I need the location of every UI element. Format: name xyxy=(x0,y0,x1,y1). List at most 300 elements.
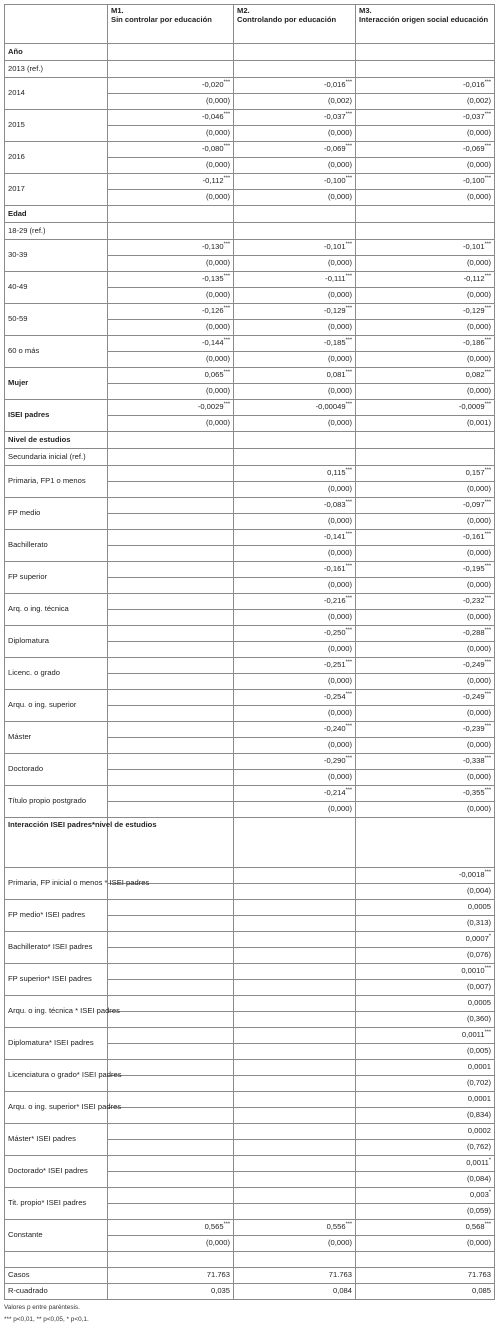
significance-stars: *** xyxy=(345,467,352,474)
pvalue-cell: (0,000) xyxy=(356,610,495,626)
row-label: Constante xyxy=(5,1220,108,1252)
row-label: Arqu. o ing. superior* ISEI padres xyxy=(5,1092,108,1124)
coefficient-value: -0,251 xyxy=(324,660,346,670)
pvalue-cell: (0,005) xyxy=(356,1044,495,1060)
coefficient-value: -0,254 xyxy=(324,692,346,702)
coefficient-cell xyxy=(108,466,234,482)
coefficient-cell xyxy=(234,272,356,288)
coefficient-cell xyxy=(234,174,356,190)
coefficient-value: -0,250 xyxy=(324,628,346,638)
coefficient-cell xyxy=(108,1028,234,1044)
coefficient-cell xyxy=(234,996,356,1012)
row-label: Edad xyxy=(5,206,108,223)
coefficient-cell xyxy=(108,1092,234,1108)
coefficient-cell xyxy=(108,530,234,546)
pvalue-cell: (0,000) xyxy=(356,288,495,304)
coefficient-row xyxy=(5,1188,495,1204)
significance-stars: *** xyxy=(223,241,230,248)
coefficient-cell xyxy=(356,754,495,770)
header-cell-blank xyxy=(5,5,108,44)
significance-stars: *** xyxy=(484,337,491,344)
coefficient-cell xyxy=(356,868,495,884)
coefficient-value: -0,249 xyxy=(463,660,485,670)
empty-cell xyxy=(108,206,234,223)
pvalue-cell xyxy=(108,642,234,658)
pvalue-cell: (0,000) xyxy=(356,770,495,786)
coefficient-value: 0,0010 xyxy=(461,966,485,976)
coefficient-value: -0,135 xyxy=(202,274,224,284)
coefficient-value: -0,129 xyxy=(463,306,485,316)
coefficient-row xyxy=(5,964,495,980)
coefficient-cell xyxy=(234,658,356,674)
row-label: Licenciatura o grado* ISEI padres xyxy=(5,1060,108,1092)
pvalue-cell xyxy=(108,482,234,498)
coefficient-cell xyxy=(234,1092,356,1108)
coefficient-cell xyxy=(234,336,356,352)
coefficient-cell xyxy=(234,754,356,770)
empty-cell xyxy=(356,432,495,449)
regression-table-document xyxy=(4,4,494,1326)
coefficient-row xyxy=(5,1124,495,1140)
coefficient-cell xyxy=(108,594,234,610)
coefficient-value: 0,0011 xyxy=(466,1158,489,1168)
significance-stars: *** xyxy=(484,1029,491,1036)
row-label: Casos xyxy=(5,1268,108,1284)
row-label: Bachillerato* ISEI padres xyxy=(5,932,108,964)
pvalue-cell: (0,000) xyxy=(356,578,495,594)
pvalue-cell: (0,076) xyxy=(356,948,495,964)
coefficient-row xyxy=(5,1028,495,1044)
significance-stars: *** xyxy=(345,563,352,570)
coefficient-cell xyxy=(234,562,356,578)
coefficient-value: -0,00049 xyxy=(315,402,346,412)
coefficient-value: -0,141 xyxy=(324,532,346,542)
summary-value: 0,085 xyxy=(356,1284,495,1300)
coefficient-cell xyxy=(356,626,495,642)
row-label: FP medio xyxy=(5,498,108,530)
coefficient-cell xyxy=(356,786,495,802)
pvalue-cell xyxy=(108,738,234,754)
pvalue-cell: (0,002) xyxy=(356,94,495,110)
coefficient-value: -0,338 xyxy=(463,756,485,766)
coefficient-row xyxy=(5,722,495,738)
coefficient-value: 0,0005 xyxy=(467,998,491,1008)
coefficient-value: -0,144 xyxy=(202,338,224,348)
pvalue-cell: (0,360) xyxy=(356,1012,495,1028)
row-label: FP superior xyxy=(5,562,108,594)
pvalue-cell: (0,000) xyxy=(108,288,234,304)
coefficient-cell xyxy=(108,240,234,256)
significance-stars: *** xyxy=(484,175,491,182)
significance-stars: *** xyxy=(484,531,491,538)
empty-cell xyxy=(356,44,495,61)
coefficient-cell xyxy=(356,1092,495,1108)
pvalue-cell xyxy=(234,1076,356,1092)
coefficient-value: 0,0001 xyxy=(467,1062,491,1072)
row-label: Nivel de estudios xyxy=(5,432,108,449)
coefficient-row xyxy=(5,690,495,706)
coefficient-cell xyxy=(108,1156,234,1172)
coefficient-value: 0,0002 xyxy=(467,1126,491,1136)
coefficient-value: -0,046 xyxy=(202,112,224,122)
coefficient-cell xyxy=(108,1124,234,1140)
coefficient-value: -0,195 xyxy=(463,564,485,574)
pvalue-cell xyxy=(234,980,356,996)
empty-cell xyxy=(234,44,356,61)
coefficient-cell xyxy=(108,304,234,320)
coefficient-cell xyxy=(234,240,356,256)
empty-cell xyxy=(356,449,495,466)
coefficient-cell xyxy=(108,1188,234,1204)
coefficient-value: -0,101 xyxy=(324,242,346,252)
coefficient-value: -0,0009 xyxy=(458,402,485,412)
pvalue-cell: (0,000) xyxy=(108,384,234,400)
coefficient-value: -0,112 xyxy=(463,274,485,284)
pvalue-cell: (0,000) xyxy=(234,1236,356,1252)
summary-value: 0,035 xyxy=(108,1284,234,1300)
coefficient-value: -0,130 xyxy=(202,242,224,252)
coefficient-cell xyxy=(234,530,356,546)
significance-stars: *** xyxy=(345,499,352,506)
empty-cell xyxy=(234,449,356,466)
pvalue-cell: (0,000) xyxy=(234,126,356,142)
coefficient-value: -0,016 xyxy=(463,80,485,90)
significance-stars: *** xyxy=(484,1221,491,1228)
coefficient-row xyxy=(5,174,495,190)
pvalue-cell xyxy=(108,1076,234,1092)
row-label: Interacción ISEI padres*nivel de estudios xyxy=(5,818,108,868)
summary-row xyxy=(5,1268,495,1284)
coefficient-row xyxy=(5,658,495,674)
coefficient-row xyxy=(5,1060,495,1076)
pvalue-cell: (0,000) xyxy=(234,158,356,174)
pvalue-cell xyxy=(234,884,356,900)
coefficient-cell xyxy=(356,722,495,738)
coefficient-cell xyxy=(356,530,495,546)
significance-stars: *** xyxy=(484,111,491,118)
pvalue-cell: (0,000) xyxy=(108,1236,234,1252)
coefficient-cell xyxy=(356,900,495,916)
empty-cell xyxy=(108,1252,234,1268)
coefficient-cell xyxy=(356,368,495,384)
coefficient-value: -0,101 xyxy=(463,242,485,252)
row-label: 18-29 (ref.) xyxy=(5,223,108,240)
significance-stars: *** xyxy=(345,143,352,150)
significance-stars: *** xyxy=(345,787,352,794)
section-row xyxy=(5,44,495,61)
coefficient-cell xyxy=(356,304,495,320)
coefficient-cell xyxy=(234,400,356,416)
coefficient-value: -0,186 xyxy=(463,338,485,348)
row-label: Máster xyxy=(5,722,108,754)
significance-stars: *** xyxy=(345,627,352,634)
pvalue-cell: (0,000) xyxy=(356,642,495,658)
coefficient-row xyxy=(5,1092,495,1108)
significance-stars: *** xyxy=(345,755,352,762)
coefficient-cell xyxy=(234,964,356,980)
coefficient-value: -0,129 xyxy=(324,306,346,316)
pvalue-cell xyxy=(108,706,234,722)
section-row xyxy=(5,818,495,868)
coefficient-cell xyxy=(108,900,234,916)
coefficient-value: -0,100 xyxy=(463,176,485,186)
significance-stars: * xyxy=(488,933,491,940)
pvalue-cell: (0,000) xyxy=(356,802,495,818)
pvalue-cell: (0,000) xyxy=(234,416,356,432)
pvalue-cell: (0,000) xyxy=(108,256,234,272)
regression-table xyxy=(4,4,495,1300)
coefficient-value: -0,355 xyxy=(463,788,485,798)
coefficient-cell xyxy=(108,658,234,674)
pvalue-cell: (0,000) xyxy=(108,94,234,110)
coefficient-cell xyxy=(356,1028,495,1044)
coefficient-cell xyxy=(108,690,234,706)
significance-stars: *** xyxy=(223,175,230,182)
header-cell-m1: M1. Sin controlar por educación xyxy=(108,5,234,44)
coefficient-value: -0,232 xyxy=(463,596,485,606)
coefficient-row xyxy=(5,466,495,482)
coefficient-cell xyxy=(234,1028,356,1044)
pvalue-cell: (0,000) xyxy=(356,190,495,206)
significance-stars: *** xyxy=(345,305,352,312)
pvalue-cell: (0,000) xyxy=(234,738,356,754)
row-label: 50-59 xyxy=(5,304,108,336)
empty-cell xyxy=(356,206,495,223)
pvalue-cell: (0,000) xyxy=(234,256,356,272)
significance-stars: *** xyxy=(223,369,230,376)
coefficient-value: -0,290 xyxy=(324,756,346,766)
coefficient-value: -0,083 xyxy=(324,500,346,510)
coefficient-cell xyxy=(108,336,234,352)
header-cell-m3: M3. Interacción origen social educación xyxy=(356,5,495,44)
row-label: 60 o más xyxy=(5,336,108,368)
empty-cell xyxy=(108,223,234,240)
coefficient-value: 0,568 xyxy=(465,1222,485,1232)
coefficient-value: -0,016 xyxy=(324,80,346,90)
coefficient-cell xyxy=(356,1156,495,1172)
pvalue-cell: (0,000) xyxy=(356,514,495,530)
pvalue-cell: (0,000) xyxy=(234,352,356,368)
significance-stars: *** xyxy=(345,79,352,86)
coefficient-value: 0,0007 xyxy=(465,934,489,944)
pvalue-cell: (0,000) xyxy=(356,546,495,562)
coefficient-value: -0,069 xyxy=(324,144,346,154)
significance-stars: *** xyxy=(484,755,491,762)
coefficient-row xyxy=(5,562,495,578)
coefficient-cell xyxy=(356,174,495,190)
coefficient-cell xyxy=(108,932,234,948)
row-label: 2015 xyxy=(5,110,108,142)
coefficient-cell xyxy=(108,1220,234,1236)
pvalue-cell: (0,000) xyxy=(108,126,234,142)
pvalue-cell: (0,000) xyxy=(356,482,495,498)
empty-cell xyxy=(356,61,495,78)
pvalue-cell: (0,000) xyxy=(234,320,356,336)
significance-stars: *** xyxy=(484,965,491,972)
row-label: 2017 xyxy=(5,174,108,206)
row-label: Doctorado xyxy=(5,754,108,786)
coefficient-cell xyxy=(234,1220,356,1236)
table-body xyxy=(5,5,495,1300)
significance-stars: *** xyxy=(223,401,230,408)
coefficient-cell xyxy=(108,110,234,126)
pvalue-cell: (0,000) xyxy=(234,610,356,626)
coefficient-cell xyxy=(234,1060,356,1076)
pvalue-cell: (0,000) xyxy=(108,320,234,336)
coefficient-value: -0,111 xyxy=(325,274,346,284)
coefficient-value: -0,288 xyxy=(463,628,485,638)
coefficient-cell xyxy=(108,368,234,384)
significance-stars: *** xyxy=(484,401,491,408)
blank-row xyxy=(5,1252,495,1268)
significance-stars: *** xyxy=(484,467,491,474)
pvalue-cell: (0,000) xyxy=(356,320,495,336)
coefficient-value: -0,037 xyxy=(463,112,485,122)
row-label: 2016 xyxy=(5,142,108,174)
significance-stars: *** xyxy=(223,305,230,312)
row-label: Tit. propio* ISEI padres xyxy=(5,1188,108,1220)
pvalue-cell xyxy=(108,1140,234,1156)
coefficient-value: -0,161 xyxy=(324,564,346,574)
coefficient-cell xyxy=(234,466,356,482)
empty-cell xyxy=(356,818,495,868)
coefficient-value: -0,020 xyxy=(202,80,224,90)
coefficient-value: 0,115 xyxy=(327,468,346,478)
pvalue-cell: (0,001) xyxy=(356,416,495,432)
pvalue-cell: (0,762) xyxy=(356,1140,495,1156)
coefficient-cell xyxy=(234,78,356,94)
row-label: Arqu. o ing. superior xyxy=(5,690,108,722)
coefficient-cell xyxy=(234,786,356,802)
coefficient-value: 0,065 xyxy=(204,370,224,380)
reference-row xyxy=(5,61,495,78)
significance-stars: *** xyxy=(484,787,491,794)
pvalue-cell: (0,000) xyxy=(234,802,356,818)
coefficient-value: -0,216 xyxy=(324,596,346,606)
coefficient-row xyxy=(5,498,495,514)
coefficient-cell xyxy=(108,498,234,514)
significance-stars: *** xyxy=(223,337,230,344)
coefficient-row xyxy=(5,594,495,610)
significance-stars: *** xyxy=(345,401,352,408)
pvalue-cell xyxy=(108,770,234,786)
pvalue-cell: (0,000) xyxy=(356,126,495,142)
pvalue-cell xyxy=(108,1172,234,1188)
coefficient-cell xyxy=(108,964,234,980)
pvalue-cell: (0,000) xyxy=(234,642,356,658)
coefficient-cell xyxy=(234,368,356,384)
coefficient-cell xyxy=(356,594,495,610)
empty-cell xyxy=(234,61,356,78)
pvalue-cell xyxy=(234,1044,356,1060)
coefficient-row xyxy=(5,786,495,802)
coefficient-value: -0,240 xyxy=(324,724,346,734)
coefficient-cell xyxy=(108,562,234,578)
pvalue-cell: (0,000) xyxy=(234,384,356,400)
significance-stars: *** xyxy=(484,369,491,376)
row-label: FP superior* ISEI padres xyxy=(5,964,108,996)
coefficient-cell xyxy=(108,174,234,190)
pvalue-cell xyxy=(234,1204,356,1220)
pvalue-cell xyxy=(108,1012,234,1028)
row-label: Diplomatura xyxy=(5,626,108,658)
coefficient-value: 0,003 xyxy=(469,1190,489,1200)
empty-cell xyxy=(108,61,234,78)
coefficient-row xyxy=(5,530,495,546)
coefficient-cell xyxy=(234,1156,356,1172)
row-label: Máster* ISEI padres xyxy=(5,1124,108,1156)
empty-cell xyxy=(108,44,234,61)
coefficient-value: -0,214 xyxy=(324,788,346,798)
significance-stars: *** xyxy=(484,143,491,150)
coefficient-value: -0,112 xyxy=(202,176,224,186)
empty-cell xyxy=(108,432,234,449)
coefficient-cell xyxy=(356,1060,495,1076)
coefficient-value: -0,249 xyxy=(463,692,485,702)
coefficient-value: -0,097 xyxy=(463,500,485,510)
significance-stars: *** xyxy=(345,723,352,730)
pvalue-cell: (0,059) xyxy=(356,1204,495,1220)
pvalue-cell xyxy=(108,1204,234,1220)
pvalue-cell: (0,000) xyxy=(356,158,495,174)
pvalue-cell: (0,000) xyxy=(356,256,495,272)
pvalue-cell xyxy=(234,1172,356,1188)
coefficient-cell xyxy=(108,142,234,158)
pvalue-cell: (0,834) xyxy=(356,1108,495,1124)
significance-stars: * xyxy=(488,1189,491,1196)
coefficient-value: -0,100 xyxy=(324,176,346,186)
pvalue-cell: (0,000) xyxy=(234,482,356,498)
pvalue-cell: (0,007) xyxy=(356,980,495,996)
summary-row xyxy=(5,1284,495,1300)
pvalue-cell xyxy=(108,1108,234,1124)
significance-stars: *** xyxy=(345,111,352,118)
coefficient-cell xyxy=(108,1060,234,1076)
coefficient-cell xyxy=(356,336,495,352)
pvalue-cell: (0,000) xyxy=(108,158,234,174)
pvalue-cell: (0,000) xyxy=(356,352,495,368)
significance-stars: *** xyxy=(484,499,491,506)
coefficient-cell xyxy=(356,690,495,706)
pvalue-cell xyxy=(108,578,234,594)
coefficient-value: -0,037 xyxy=(324,112,346,122)
coefficient-cell xyxy=(108,722,234,738)
coefficient-cell xyxy=(356,1124,495,1140)
pvalue-cell: (0,000) xyxy=(234,288,356,304)
pvalue-cell xyxy=(108,610,234,626)
empty-cell xyxy=(234,223,356,240)
pvalue-cell xyxy=(234,1140,356,1156)
coefficient-value: 0,0001 xyxy=(467,1094,491,1104)
significance-stars: *** xyxy=(223,111,230,118)
significance-stars: *** xyxy=(345,595,352,602)
significance-stars: *** xyxy=(484,627,491,634)
row-label: Mujer xyxy=(5,368,108,400)
coefficient-value: 0,565 xyxy=(204,1222,224,1232)
row-label: Año xyxy=(5,44,108,61)
note-pvalues: Valores p entre paréntesis. xyxy=(4,1304,80,1311)
pvalue-cell: (0,000) xyxy=(234,514,356,530)
coefficient-value: 0,0005 xyxy=(467,902,491,912)
coefficient-value: -0,0018 xyxy=(458,870,485,880)
table-notes xyxy=(4,1302,494,1326)
significance-stars: *** xyxy=(345,659,352,666)
empty-cell xyxy=(5,1252,108,1268)
coefficient-row xyxy=(5,142,495,158)
significance-stars: *** xyxy=(484,79,491,86)
significance-stars: *** xyxy=(223,79,230,86)
coefficient-value: -0,080 xyxy=(202,144,224,154)
